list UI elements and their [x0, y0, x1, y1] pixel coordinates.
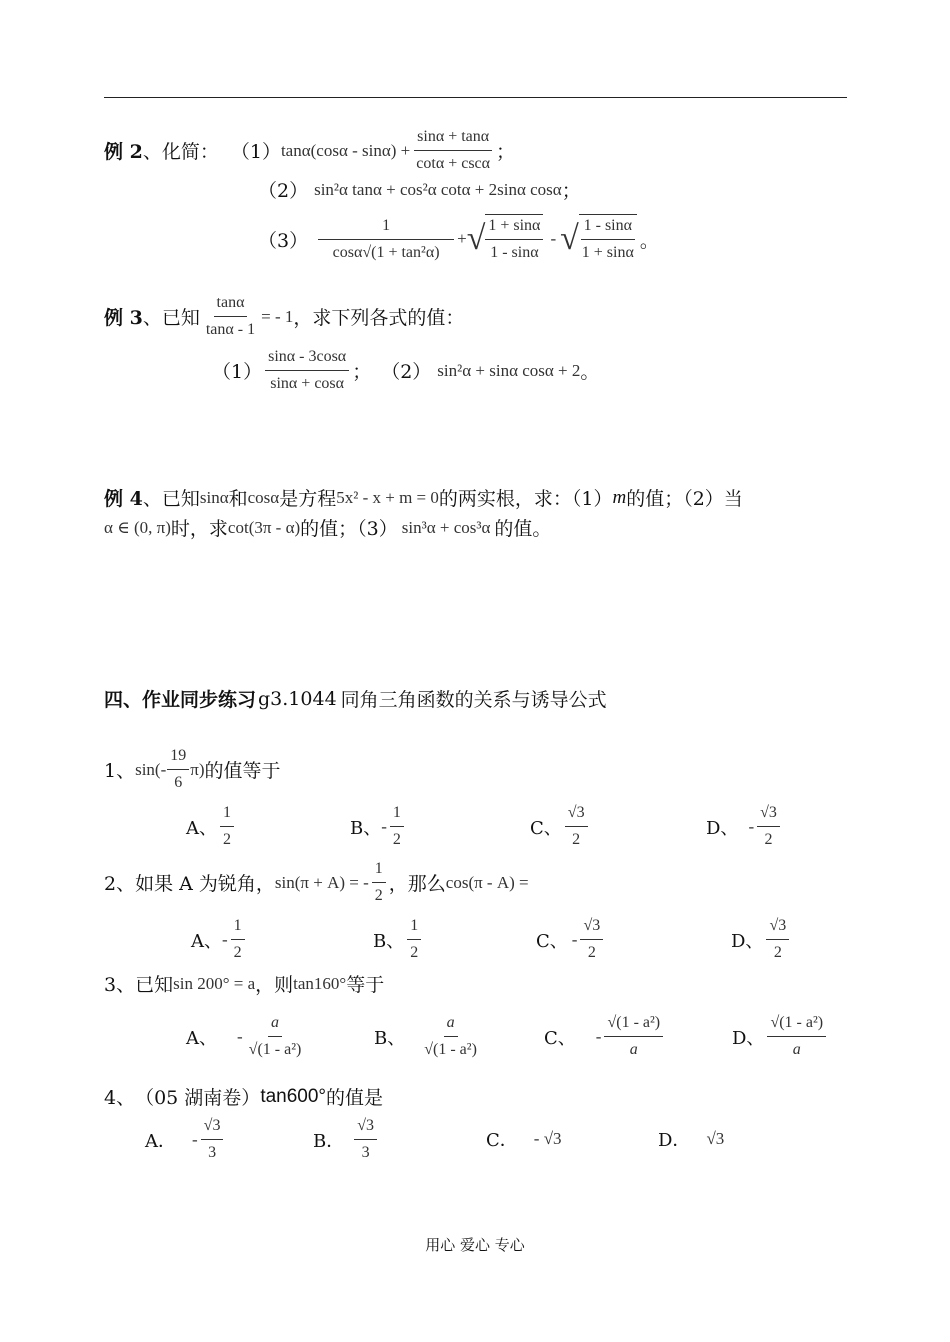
- option-label: D、: [731, 930, 764, 952]
- q3-option-c[interactable]: [544, 1012, 666, 1061]
- text: 是方程: [279, 488, 337, 510]
- text: 和: [228, 488, 248, 510]
- question-text: 等于: [346, 974, 385, 996]
- q2-option-c[interactable]: [536, 915, 606, 964]
- fraction: [231, 915, 245, 964]
- q2-option-d[interactable]: [731, 915, 792, 964]
- instruction: ，求下列各式的值：: [293, 307, 465, 329]
- option-label: A、: [186, 817, 217, 839]
- punctuation: ；: [561, 180, 581, 202]
- denominator: a: [792, 1041, 801, 1058]
- q3-option-b[interactable]: [374, 1012, 483, 1061]
- numerator: 1: [318, 215, 454, 240]
- numerator: √(1 - a²): [604, 1012, 663, 1037]
- text: 的值。: [494, 518, 552, 540]
- punctuation: ；: [352, 361, 372, 383]
- numerator: √(1 - a²): [767, 1012, 826, 1037]
- denominator: 6: [174, 774, 183, 791]
- q2-option-a[interactable]: [191, 915, 248, 964]
- denominator: tanα - 1: [205, 321, 256, 338]
- denominator: 2: [764, 831, 773, 848]
- example-3-label: 例 3: [104, 307, 143, 329]
- numerator: 1: [372, 858, 386, 883]
- punctuation: ；: [496, 141, 516, 163]
- numerator: √3: [201, 1115, 224, 1140]
- header-rule: [104, 97, 847, 98]
- expression: α ∈ (0, π): [104, 517, 171, 537]
- text: 、已知: [142, 488, 200, 510]
- value: - √3: [533, 1129, 562, 1148]
- denominator: cosα√(1 + tan²α): [332, 243, 440, 261]
- expression: sin²α + sinα cosα + 2: [437, 360, 581, 380]
- example-2-label: 例 2: [104, 141, 143, 163]
- fraction: [390, 802, 404, 851]
- expression: 5x² - x + m = 0: [336, 487, 439, 507]
- sign: -: [571, 929, 578, 949]
- section-title: 四、作业同步练习: [104, 689, 257, 711]
- q4-option-d[interactable]: [658, 1126, 724, 1152]
- example-2-part-2: [258, 176, 581, 203]
- denominator: a: [629, 1041, 638, 1058]
- question-text: ，则: [255, 974, 294, 996]
- denominator: 3: [208, 1144, 217, 1161]
- q4-option-b[interactable]: [313, 1115, 380, 1164]
- part-number: （3）: [258, 229, 309, 252]
- question-text: ，那么: [388, 873, 446, 895]
- example-4-label: 例 4: [104, 488, 143, 510]
- expression: sin²α tanα + cos²α cotα + 2sinα cosα: [314, 179, 562, 199]
- fraction: [167, 745, 189, 794]
- page-footer: 用心 爱心 专心: [425, 1236, 525, 1254]
- fraction: [767, 1012, 826, 1061]
- operator: +: [457, 229, 467, 248]
- q1-option-d[interactable]: [706, 802, 783, 851]
- denominator: 2: [374, 887, 383, 904]
- q4-option-c[interactable]: [486, 1126, 562, 1152]
- denominator: 2: [773, 944, 782, 961]
- part-number: （1）: [212, 361, 263, 383]
- text: 时，求: [170, 518, 228, 540]
- numerator: a: [444, 1012, 458, 1037]
- denominator: cotα + cscα: [416, 155, 491, 172]
- question-text: 的值等于: [204, 760, 281, 782]
- numerator: a: [268, 1012, 282, 1037]
- question-number: 4、: [104, 1087, 136, 1109]
- q4-option-a[interactable]: [145, 1115, 226, 1164]
- fraction: [372, 858, 386, 907]
- fraction: [203, 292, 258, 341]
- expression: tanα(cosα - sinα) +: [280, 140, 411, 160]
- expression: sin 200° = a: [173, 973, 256, 993]
- example-3-prompt: 、已知: [142, 307, 200, 329]
- question-text: 已知: [135, 974, 174, 996]
- option-label: D．: [658, 1130, 691, 1151]
- example-3-condition: [104, 292, 464, 341]
- sign: -: [595, 1026, 602, 1046]
- denominator: 2: [223, 831, 231, 848]
- q2-option-b[interactable]: [373, 915, 424, 964]
- option-label: B．: [313, 1130, 345, 1152]
- denominator: 2: [392, 831, 401, 848]
- expression: tan160°: [293, 973, 347, 993]
- q3-option-a[interactable]: [186, 1012, 307, 1061]
- denominator: sinα + cosα: [270, 375, 345, 392]
- section-code: g3.1044: [258, 687, 337, 710]
- part-number: （2）: [381, 361, 432, 383]
- fraction: [580, 915, 603, 964]
- denominator: 2: [410, 944, 419, 961]
- fraction: [757, 802, 780, 851]
- expression: m: [612, 486, 627, 508]
- numerator: sinα - 3cosα: [265, 346, 349, 371]
- question-number: 2、: [104, 873, 136, 895]
- question-4: [104, 1083, 383, 1110]
- example-2-part-1: [104, 126, 515, 175]
- numerator: √3: [766, 915, 789, 940]
- question-number: 3、: [104, 974, 136, 996]
- numerator: 1: [231, 915, 245, 940]
- fraction: [579, 214, 637, 264]
- expression: cos(π - A) =: [445, 872, 529, 892]
- radical: [560, 214, 640, 264]
- expression: sin(π + A) = -: [274, 872, 369, 892]
- numerator: 19: [167, 745, 189, 770]
- fraction: [246, 1012, 305, 1061]
- numerator: √3: [565, 802, 588, 827]
- numerator: 1: [407, 915, 421, 940]
- fraction: [485, 214, 543, 264]
- option-label: A．: [145, 1130, 176, 1152]
- fraction: [565, 802, 588, 851]
- section-heading: [104, 685, 607, 712]
- denominator: 3: [361, 1144, 370, 1161]
- question-3: [104, 970, 384, 997]
- expression: = - 1: [261, 306, 294, 326]
- question-source: （05 湖南卷）: [135, 1087, 261, 1109]
- question-1: [104, 745, 281, 794]
- question-number: 1、: [104, 760, 136, 782]
- option-label: C、: [544, 1027, 576, 1049]
- fraction: [354, 1115, 377, 1164]
- fraction: [421, 1012, 480, 1061]
- example-4-line-2: [104, 514, 551, 541]
- q1-option-b[interactable]: [350, 802, 407, 851]
- denominator: 2: [572, 831, 581, 848]
- fraction: [201, 1115, 224, 1164]
- text: 的值；（2）当: [626, 488, 743, 510]
- sign: -: [222, 929, 228, 949]
- option-label: C．: [486, 1130, 518, 1151]
- radical-sign: √: [560, 220, 579, 257]
- example-2-part-3: [258, 214, 659, 264]
- part-number: （2）: [258, 180, 309, 202]
- option-label: C、: [536, 930, 568, 952]
- part-number: （1）: [230, 141, 281, 163]
- option-label: B、: [373, 930, 405, 952]
- numerator: 1 + sinα: [485, 215, 543, 240]
- sign: -: [381, 816, 387, 836]
- option-label: B、: [374, 1027, 406, 1049]
- radical: [467, 214, 547, 264]
- numerator: 1: [390, 802, 404, 827]
- sign: -: [192, 1129, 198, 1149]
- sign: -: [237, 1026, 243, 1046]
- radical-sign: √: [466, 220, 486, 257]
- fraction: [413, 126, 493, 175]
- q3-option-d[interactable]: [732, 1012, 829, 1061]
- fraction: [318, 215, 454, 264]
- value: √3: [706, 1129, 725, 1148]
- punctuation: 。: [639, 229, 659, 252]
- text: 的两实根，求：（1）: [438, 488, 613, 510]
- denominator: √(1 - a²): [248, 1041, 302, 1058]
- punctuation: 。: [580, 361, 600, 383]
- option-label: D、: [706, 817, 739, 839]
- numerator: tanα: [214, 292, 248, 317]
- option-label: C、: [530, 817, 562, 839]
- denominator: √(1 - a²): [424, 1041, 477, 1058]
- fraction: [604, 1012, 663, 1061]
- expression: cot(3π - α): [227, 517, 301, 537]
- question-text: 的值是: [326, 1087, 384, 1109]
- option-label: A、: [191, 930, 222, 952]
- example-4-line-1: [104, 484, 743, 511]
- denominator: 2: [233, 944, 242, 961]
- q1-option-c[interactable]: [530, 802, 591, 851]
- numerator: √3: [580, 915, 603, 940]
- expression: sin(-: [135, 759, 167, 779]
- fraction: [407, 915, 421, 964]
- denominator: 1 - sinα: [490, 244, 539, 261]
- option-label: B、: [350, 817, 382, 839]
- numerator: √3: [757, 802, 780, 827]
- fraction: [766, 915, 789, 964]
- option-label: D、: [732, 1027, 765, 1049]
- numerator: 1 - sinα: [581, 215, 635, 240]
- question-2: [104, 858, 529, 907]
- expression: tan600°: [260, 1085, 327, 1107]
- question-text: 如果 A 为锐角，: [135, 873, 275, 895]
- fraction: [265, 346, 349, 395]
- numerator: 1: [220, 802, 234, 827]
- expression: sinα: [199, 487, 229, 507]
- example-2-prompt: 、化简：: [142, 141, 219, 163]
- example-3-parts: [212, 346, 599, 395]
- numerator: √3: [354, 1115, 377, 1140]
- expression: π): [190, 759, 205, 779]
- fraction: [220, 802, 234, 851]
- denominator: 2: [587, 944, 596, 961]
- option-label: A、: [186, 1027, 217, 1049]
- section-subtitle: 同角三角函数的关系与诱导公式: [340, 689, 607, 711]
- expression: cosα: [247, 487, 280, 507]
- sign: -: [748, 816, 755, 836]
- numerator: sinα + tanα: [414, 126, 492, 151]
- denominator: 1 + sinα: [581, 244, 634, 261]
- text: 的值；（3）: [300, 518, 398, 540]
- expression: sin³α + cos³α: [401, 517, 491, 537]
- q1-option-a[interactable]: [186, 802, 237, 851]
- operator: -: [550, 229, 557, 248]
